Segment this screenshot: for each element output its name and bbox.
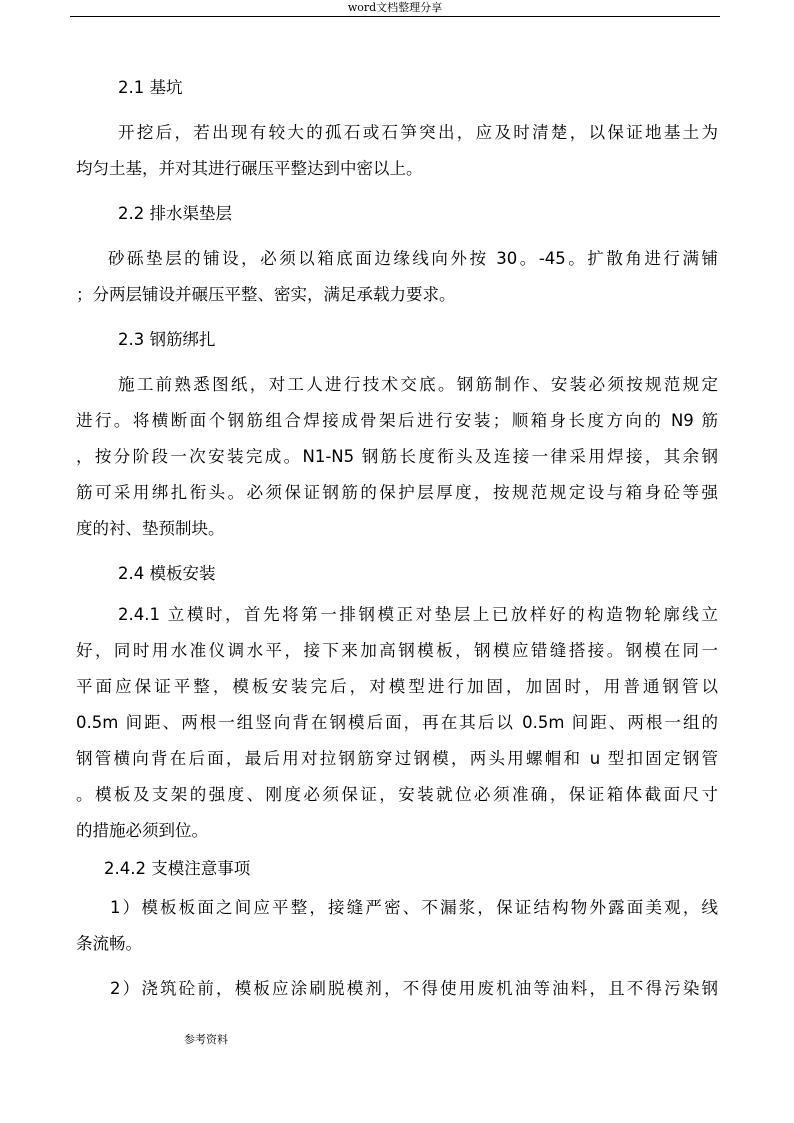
paragraph-line: 进行。将横断面个钢筋组合焊接成骨架后进行安装；顺箱身长度方向的 N9 筋	[76, 411, 718, 430]
paragraph-line: 开挖后，若出现有较大的孤石或石笋突出，应及时清楚，以保证地基土为	[118, 123, 718, 142]
page-footer: 参考资料	[184, 1033, 228, 1046]
paragraph-line: 砂砾垫层的铺设，必须以箱底面边缘线向外按 30。-45。扩散角进行满铺	[108, 249, 718, 268]
paragraph-line: 2.4.1 立模时，首先将第一排钢模正对垫层上已放样好的构造物轮廓线立	[118, 605, 718, 624]
page-header: word文档整理分享	[70, 0, 720, 17]
paragraph-line: 条流畅。	[76, 934, 142, 953]
paragraph-line: ，按分阶段一次安装完成。N1-N5 钢筋长度衔头及连接一律采用焊接，其余钢	[76, 447, 718, 466]
paragraph-line: 平面应保证平整，模板安装完后，对模型进行加固，加固时，用普通钢管以	[76, 677, 718, 696]
paragraph-line: 施工前熟悉图纸，对工人进行技术交底。钢筋制作、安装必须按规范规定	[118, 375, 718, 394]
heading-2-1: 2.1 基坑	[118, 78, 183, 97]
paragraph-line: 钢管横向背在后面，最后用对拉钢筋穿过钢模，两头用螺帽和 u 型扣固定钢管	[76, 749, 718, 768]
heading-2-4-2: 2.4.2 支模注意事项	[104, 859, 251, 878]
paragraph-line: 0.5m 间距、两根一组竖向背在钢模后面，再在其后以 0.5m 间距、两根一组的	[76, 713, 718, 732]
paragraph-line: 均匀土基，并对其进行碾压平整达到中密以上。	[76, 159, 423, 178]
paragraph-line: 好，同时用水准仪调水平，接下来加高钢模板，钢模应错缝搭接。钢模在同一	[76, 641, 718, 660]
paragraph-line: 2）浇筑砼前，模板应涂刷脱模剂，不得使用废机油等油料，且不得污染钢	[110, 979, 718, 998]
heading-2-2: 2.2 排水渠垫层	[118, 204, 232, 223]
heading-2-3: 2.3 钢筋绑扎	[118, 330, 216, 349]
paragraph-line: 。模板及支架的强度、刚度必须保证，安装就位必须准确，保证箱体截面尺寸	[76, 785, 718, 804]
paragraph-line: ；分两层铺设并碾压平整、密实，满足承载力要求。	[76, 285, 456, 304]
paragraph-line: 1）模板板面之间应平整，接缝严密、不漏浆，保证结构物外露面美观，线	[110, 898, 718, 917]
paragraph-line: 度的衬、垫预制块。	[76, 519, 225, 538]
paragraph-line: 筋可采用绑扎衔头。必须保证钢筋的保护层厚度，按规范规定设与箱身砼等强	[76, 483, 718, 502]
paragraph-line: 的措施必须到位。	[76, 821, 208, 840]
heading-2-4: 2.4 模板安装	[118, 564, 216, 583]
